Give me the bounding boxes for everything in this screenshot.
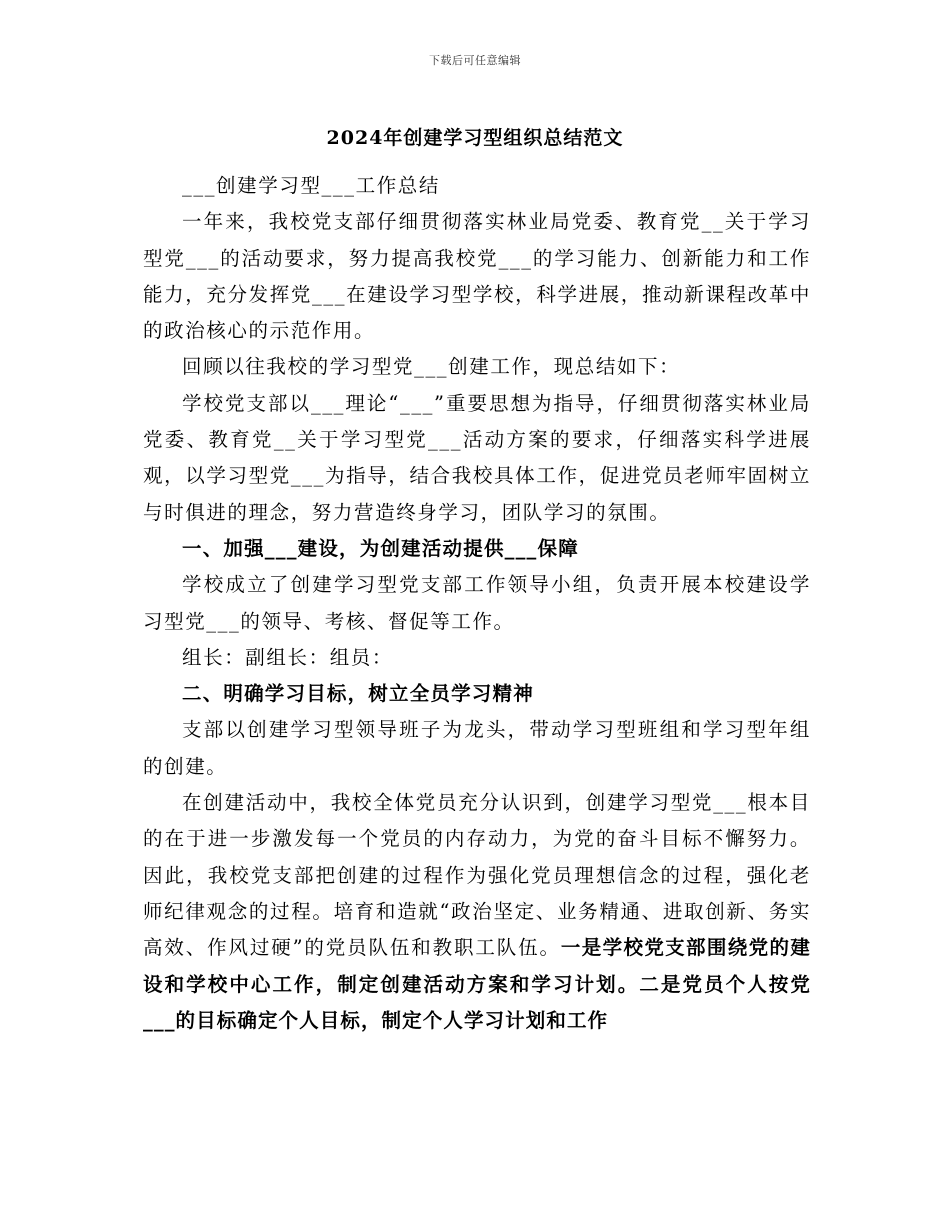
paragraph-intro: 一年来，我校党支部仔细贯彻落实林业局党委、教育党__关于学习型党___的活动要求，努力提高我校党___的学习能力、创新能力和工作能力，充分发挥党___在建设学习型学校，科学进展，推动新课程改革中的政治核心的示范作用。 [143,210,811,343]
document-title: 2024年创建学习型组织总结范文 [326,127,624,149]
document-body [143,168,811,1039]
paragraph-leadership-group: 学校成立了创建学习型党支部工作领导小组，负责开展本校建设学习型党___的领导、考核、督促等工作。 [143,573,811,633]
section-heading-1: 一、加强___建设，为创建活动提供___保障 [182,536,579,560]
paragraph-creation-plain: 在创建活动中，我校全体党员充分认识到，创建学习型党___根本目的在于进一步激发每一个党员的内存动力，为党的奋斗目标不懈努力。因此，我校党支部把创建的过程作为强化党员理想信念的过程，强化老师纪律观念的过程。培育和造就“政治坚定、业务精通、进取创新、务实高效、作风过硬”的党员队伍和教职工队伍。 [143,791,811,960]
paragraph-members: 组长：副组长：组员： [182,645,394,669]
paragraph-subtitle: ___创建学习型___工作总结 [182,174,440,197]
paragraph-creation-bold: 一是学校党支部围绕党的建设和学校中心工作，制定创建活动方案和学习计划。二是党员个人按党___的目标确定个人目标，制定个人学习计划和工作 [143,936,811,1032]
paragraph-guidance: 学校党支部以___理论“___”重要思想为指导，仔细贯彻落实林业局党委、教育党__关于学习型党___活动方案的要求，仔细落实科学进展观，以学习型党___为指导，结合我校具体工作，促进党员老师牢固树立与时俱进的理念，努力营造终身学习，团队学习的氛围。 [143,391,811,524]
section-heading-2: 二、明确学习目标，树立全员学习精神 [182,682,534,706]
header-note: 下载后可任意编辑 [429,54,521,67]
paragraph-learning-goals: 支部以创建学习型领导班子为龙头，带动学习型班组和学习型年组的创建。 [143,718,811,778]
paragraph-creation-activity [143,785,811,1039]
paragraph-review: 回顾以往我校的学习型党___创建工作，现总结如下： [182,355,681,379]
